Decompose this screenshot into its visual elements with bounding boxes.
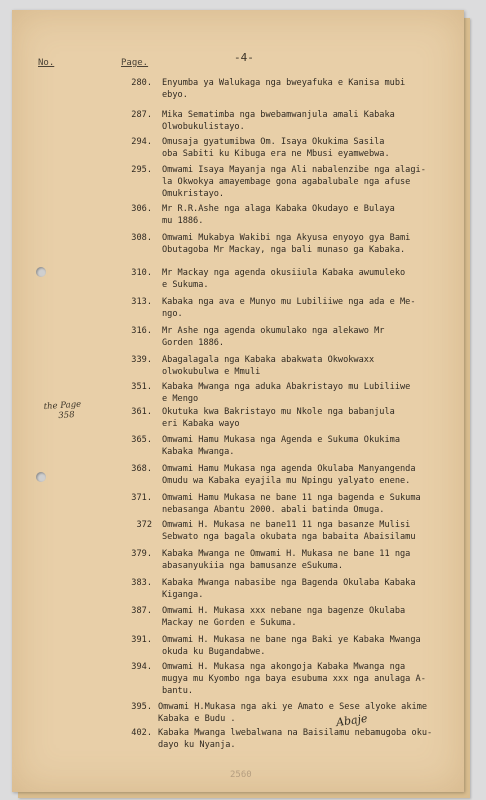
entry-description: Omusaja gyatumibwa Om. Isaya Okukima Sasila oba Sabiti ku Kibuga era ne Mbusi eyamwebwa. (162, 137, 390, 159)
margin-note-line: the Page (43, 399, 82, 413)
entry-page: 402. (131, 728, 152, 738)
entry-description: Mr R.R.Ashe nga alaga Kabaka Okudayo e Bulaya mu 1886. (162, 204, 395, 226)
entry-page: 361. (131, 407, 152, 417)
entry-page: 308. (131, 233, 152, 243)
entry-page: 394. (131, 662, 152, 672)
entry-description: Omwami H. Mukasa nga akongoja Kabaka Mwanga nga mugya mu Kyombo nga baya esubuma xxx nga anulaga A- bantu. (162, 662, 426, 696)
entry-description: Kabaka Mwanga nabasibe nga Bagenda Okulaba Kabaka Kiganga. (162, 578, 416, 600)
entry-page: 395. (131, 702, 152, 712)
entry-description: Omwami Isaya Mayanja nga Ali nabalenzibe nga alagi- la Okwokya amayembage gona agabalubale nga afuse Omukristayo. (162, 165, 426, 199)
entry-page: 379. (131, 549, 152, 559)
entry-page: 280. (131, 78, 152, 88)
entry-description: Kabaka nga ava e Munyo mu Lubiliiwe nga ada e Me- ngo. (162, 297, 416, 319)
entry-description: Okutuka kwa Bakristayo mu Nkole nga babanjula eri Kabaka wayo (162, 407, 395, 429)
entry-description: Omwami H.Mukasa nga aki ye Amato e Sese alyoke akime Kabaka e Budu . (158, 702, 428, 724)
entry-page: 313. (131, 297, 152, 307)
entry-page: 295. (131, 165, 152, 175)
entry-page: 387. (131, 606, 152, 616)
entry-description: Kabaka Mwanga nga aduka Abakristayo mu Lubiliiwe e Mengo (162, 382, 411, 404)
entry-page: 310. (131, 268, 152, 278)
entry-description: Omwami Hamu Mukasa nga Agenda e Sukuma Okukima Kabaka Mwanga. (162, 435, 400, 457)
entry-page: 339. (131, 355, 152, 365)
entry-description: Mr Ashe nga agenda okumulako nga alekawo Mr Gorden 1886. (162, 326, 385, 348)
entry-description: Abagalagala nga Kabaka abakwata Okwokwaxx olwokubulwa e Mmuli (162, 355, 375, 377)
margin-note-line: 358 (58, 409, 75, 422)
page-number: -4- (234, 51, 254, 64)
entry-description: Omwami Mukabya Wakibi nga Akyusa enyoyo gya Bami Obutagoba Mr Mackay, nga bali munaso ga Kabaka. (162, 233, 411, 255)
entry-page: 365. (131, 435, 152, 445)
entry-page: 371. (131, 493, 152, 503)
entry-page: 383. (131, 578, 152, 588)
handwritten-margin-note (43, 398, 104, 422)
entry-description: Omwami H. Mukasa ne bane11 11 nga basanze Mulisi Sebwato nga bagala okubata nga babaita Abaisilamu (162, 520, 416, 542)
entry-page: 372 (136, 520, 152, 530)
entry-description: Omwami H. Mukasa ne bane nga Baki ye Kabaka Mwanga okuda ku Bugandabwe. (162, 635, 421, 657)
entry-page: 368. (131, 464, 152, 474)
entry-description: Kabaka Mwanga ne Omwami H. Mukasa ne bane 11 nga abasanyukiia nga bamusanze eSukuma. (162, 549, 411, 571)
entry-page: 316. (131, 326, 152, 336)
entry-description: Omwami Hamu Mukasa nga agenda Okulaba Manyangenda Omudu wa Kabaka eyajila mu Npingu yalyato enene. (162, 464, 416, 486)
entry-description: Omwami Hamu Mukasa ne bane 11 nga bagenda e Sukuma nebasanga Abantu 2000. abali batinda Omuga. (162, 493, 421, 515)
entry-page: 287. (131, 110, 152, 120)
entry-page: 306. (131, 204, 152, 214)
entry-description: Kabaka Mwanga lwebalwana na Baisilamu nebamugoba oku- dayo ku Nyanja. (158, 728, 433, 750)
entry-page: 391. (131, 635, 152, 645)
entry-page: 294. (131, 137, 152, 147)
column-header-page: Page. (121, 58, 149, 68)
entry-description: Enyumba ya Walukaga nga bweyafuka e Kanisa mubi ebyo. (162, 78, 406, 100)
entry-page: 351. (131, 382, 152, 392)
entry-description: Mr Mackay nga agenda okusiiula Kabaka awumuleko e Sukuma. (162, 268, 406, 290)
punch-hole (36, 472, 46, 482)
column-header-no: No. (38, 58, 55, 68)
faded-page-mark: 2560 (230, 770, 252, 780)
entry-description: Mika Sematimba nga bwebamwanjula amali Kabaka Olwobukulistayo. (162, 110, 395, 132)
punch-hole (36, 267, 46, 277)
handwritten-signature: Abaje (335, 711, 369, 730)
entry-description: Omwami H. Mukasa xxx nebane nga bagenze Okulaba Mackay ne Gorden e Sukuma. (162, 606, 406, 628)
